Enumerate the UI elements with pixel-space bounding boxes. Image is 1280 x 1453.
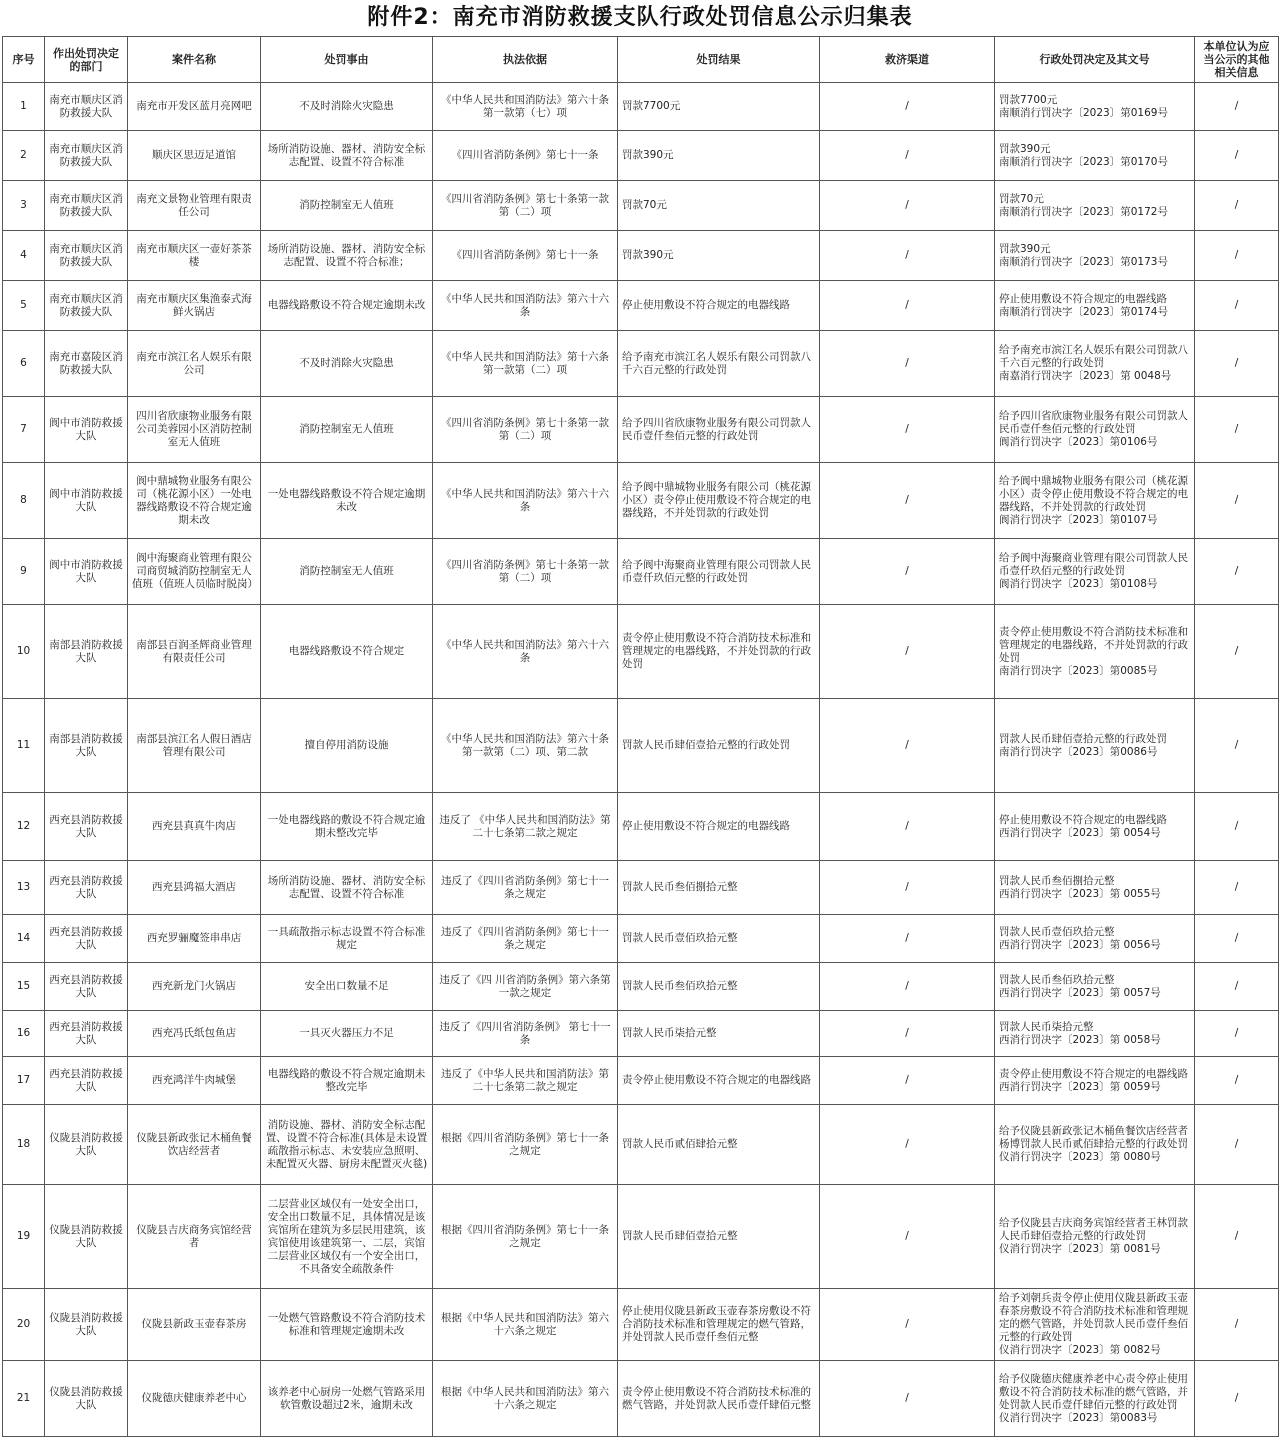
reason-cell: 消防控制室无人值班 xyxy=(261,397,433,463)
header-decision: 行政处罚决定及其文号 xyxy=(995,37,1195,83)
other-info-cell: / xyxy=(1195,1361,1279,1437)
reason-cell: 消防控制室无人值班 xyxy=(261,181,433,231)
case-name-cell: 西充鸿洋牛肉城堡 xyxy=(128,1057,261,1105)
decision-cell xyxy=(995,915,1195,963)
case-name-cell: 南充市开发区蓝月亮网吧 xyxy=(128,83,261,131)
other-info-cell: / xyxy=(1195,397,1279,463)
header-reason: 处罚事由 xyxy=(261,37,433,83)
remedy-cell: / xyxy=(820,963,995,1011)
department-cell: 西充县消防救援大队 xyxy=(45,963,128,1011)
basis-cell: 根据《中华人民共和国消防法》第六十六条之规定 xyxy=(433,1289,618,1361)
other-info-cell: / xyxy=(1195,1057,1279,1105)
decision-cell xyxy=(995,963,1195,1011)
case-name-cell: 阆中海聚商业管理有限公司商贸城消防控制室无人值班（值班人员临时脱岗） xyxy=(128,539,261,605)
case-name-cell: 南充文景物业管理有限责任公司 xyxy=(128,181,261,231)
other-info-cell: / xyxy=(1195,915,1279,963)
case-name-cell: 西充县鸿福大酒店 xyxy=(128,861,261,915)
decision-number: 南嘉消行罚决字〔2023〕第 0048号 xyxy=(999,370,1172,382)
department-cell: 南充市嘉陵区消防救援大队 xyxy=(45,331,128,397)
basis-cell: 根据《中华人民共和国消防法》第六十六条之规定 xyxy=(433,1361,618,1437)
basis-cell: 违反了《四川省消防条例》第七十一条之规定 xyxy=(433,861,618,915)
case-name-cell: 南充市滨江名人娱乐有限公司 xyxy=(128,331,261,397)
remedy-cell: / xyxy=(820,1057,995,1105)
basis-cell: 《中华人民共和国消防法》第六十六条 xyxy=(433,463,618,539)
department-cell: 南充市顺庆区消防救援大队 xyxy=(45,131,128,181)
row-number: 14 xyxy=(3,915,45,963)
department-cell: 仪陇县消防救援大队 xyxy=(45,1289,128,1361)
result-cell: 责令停止使用敷设不符合规定的电器线路 xyxy=(618,1057,820,1105)
basis-cell: 违反了《四川省消防条例》 第七十一条 xyxy=(433,1011,618,1057)
remedy-cell: / xyxy=(820,463,995,539)
remedy-cell: / xyxy=(820,699,995,793)
decision-text: 给予仪陇县新政张记木桶鱼餐饮店经营者杨博罚款人民币贰佰肆拾元整的行政处罚 xyxy=(999,1125,1188,1150)
case-name-cell: 西充县真真牛肉店 xyxy=(128,793,261,861)
result-cell: 停止使用敷设不符合规定的电器线路 xyxy=(618,281,820,331)
other-info-cell: / xyxy=(1195,605,1279,699)
reason-cell: 场所消防设施、器材、消防安全标志配置、设置不符合标准； xyxy=(261,231,433,281)
basis-cell: 《中华人民共和国消防法》第六十条第一款第（二）项、第二款 xyxy=(433,699,618,793)
decision-text: 给予阆中海聚商业管理有限公司罚款人民币壹仟玖佰元整的行政处罚 xyxy=(999,552,1188,577)
other-info-cell: / xyxy=(1195,539,1279,605)
decision-text: 罚款70元 xyxy=(999,192,1044,205)
reason-cell: 电器线路的敷设不符合规定逾期未整改完毕 xyxy=(261,1057,433,1105)
decision-cell xyxy=(995,1361,1195,1437)
table-row xyxy=(3,539,1279,605)
page-title: 附件2：南充市消防救援支队行政处罚信息公示归集表 xyxy=(367,5,913,30)
basis-cell: 《中华人民共和国消防法》第六十六条 xyxy=(433,281,618,331)
decision-text: 罚款390元 xyxy=(999,142,1051,155)
decision-cell xyxy=(995,1105,1195,1185)
decision-text: 罚款人民币柒拾元整 xyxy=(999,1020,1094,1033)
result-cell: 罚款70元 xyxy=(618,181,820,231)
basis-cell: 《四川省消防条例》第七十条第一款第（二）项 xyxy=(433,539,618,605)
decision-number: 西消行罚决字〔2023〕第 0059号 xyxy=(999,1080,1161,1093)
decision-cell xyxy=(995,861,1195,915)
reason-cell: 一具灭火器压力不足 xyxy=(261,1011,433,1057)
row-number: 7 xyxy=(3,397,45,463)
department-cell: 阆中市消防救援大队 xyxy=(45,397,128,463)
other-info-cell: / xyxy=(1195,463,1279,539)
row-number: 21 xyxy=(3,1361,45,1437)
row-number: 2 xyxy=(3,131,45,181)
decision-text: 罚款7700元 xyxy=(999,93,1058,106)
decision-text: 给予仪陇县吉庆商务宾馆经营者王林罚款人民币肆佰壹拾元整的行政处罚 xyxy=(999,1217,1188,1242)
department-cell: 仪陇县消防救援大队 xyxy=(45,1105,128,1185)
result-cell: 罚款7700元 xyxy=(618,83,820,131)
header-no: 序号 xyxy=(3,37,45,83)
decision-cell xyxy=(995,1289,1195,1361)
result-cell: 罚款人民币柒拾元整 xyxy=(618,1011,820,1057)
decision-cell xyxy=(995,1185,1195,1289)
basis-cell: 《中华人民共和国消防法》第十六条第一款第（二）项 xyxy=(433,331,618,397)
decision-text: 给予仪陇德庆健康养老中心责令停止使用敷设不符合消防技术标准的燃气管路，并处罚款人民币壹仟肆佰元整的行政处罚 xyxy=(999,1372,1188,1411)
basis-cell: 《中华人民共和国消防法》第六十条第一款第（七）项 xyxy=(433,83,618,131)
row-number: 3 xyxy=(3,181,45,231)
reason-cell: 一处燃气管路敷设不符合消防技术标准和管理规定逾期未改 xyxy=(261,1289,433,1361)
remedy-cell: / xyxy=(820,83,995,131)
other-info-cell: / xyxy=(1195,281,1279,331)
basis-cell: 《四川省消防条例》第七十条第一款第（二）项 xyxy=(433,397,618,463)
department-cell: 仪陇县消防救援大队 xyxy=(45,1361,128,1437)
remedy-cell: / xyxy=(820,1185,995,1289)
decision-number: 南顺消行罚决字〔2023〕第0173号 xyxy=(999,255,1168,268)
result-cell: 罚款人民币叁佰捌拾元整 xyxy=(618,861,820,915)
result-cell: 罚款人民币肆佰壹拾元整的行政处罚 xyxy=(618,699,820,793)
row-number: 10 xyxy=(3,605,45,699)
decision-text: 罚款人民币壹佰玖拾元整 xyxy=(999,925,1115,938)
department-cell: 西充县消防救援大队 xyxy=(45,793,128,861)
row-number: 9 xyxy=(3,539,45,605)
remedy-cell: / xyxy=(820,1289,995,1361)
decision-cell xyxy=(995,699,1195,793)
result-cell: 责令停止使用敷设不符合消防技术标准的燃气管路，并处罚款人民币壹仟肆佰元整 xyxy=(618,1361,820,1437)
other-info-cell: / xyxy=(1195,131,1279,181)
reason-cell: 不及时消除火灾隐患 xyxy=(261,83,433,131)
table-row xyxy=(3,83,1279,131)
decision-text: 给予南充市滨江名人娱乐有限公司罚款八千六百元整的行政处罚 xyxy=(999,344,1188,369)
case-name-cell: 南部县滨江名人假日酒店管理有限公司 xyxy=(128,699,261,793)
decision-cell xyxy=(995,1011,1195,1057)
remedy-cell: / xyxy=(820,539,995,605)
row-number: 17 xyxy=(3,1057,45,1105)
remedy-cell: / xyxy=(820,605,995,699)
other-info-cell: / xyxy=(1195,1011,1279,1057)
decision-number: 南顺消行罚决字〔2023〕第0172号 xyxy=(999,205,1168,218)
department-cell: 西充县消防救援大队 xyxy=(45,915,128,963)
decision-number: 南消行罚决字〔2023〕第0086号 xyxy=(999,745,1158,758)
decision-cell xyxy=(995,281,1195,331)
basis-cell: 违反了《四川省消防条例》第七十一条之规定 xyxy=(433,915,618,963)
penalty-table xyxy=(2,36,1279,1437)
department-cell: 南充市顺庆区消防救援大队 xyxy=(45,231,128,281)
decision-number: 仪消行罚决字〔2023〕第 0080号 xyxy=(999,1151,1161,1163)
case-name-cell: 阆中鼎城物业服务有限公司（桃花源小区）一处电器线路敷设不符合规定逾期未改 xyxy=(128,463,261,539)
decision-cell xyxy=(995,539,1195,605)
decision-text: 罚款390元 xyxy=(999,242,1051,255)
reason-cell: 消防设施、器材、消防安全标志配置、设置不符合标准(具体是未设置疏散指示标志、未安装应急照明、未配置灭火器、厨房未配置灭火毯) xyxy=(261,1105,433,1185)
case-name-cell: 南部县百润圣辉商业管理有限责任公司 xyxy=(128,605,261,699)
remedy-cell: / xyxy=(820,231,995,281)
remedy-cell: / xyxy=(820,181,995,231)
row-number: 6 xyxy=(3,331,45,397)
table-row xyxy=(3,1185,1279,1289)
decision-text: 停止使用敷设不符合规定的电器线路 xyxy=(999,813,1167,826)
department-cell: 南部县消防救援大队 xyxy=(45,605,128,699)
header-case: 案件名称 xyxy=(128,37,261,83)
basis-cell: 根据《四川省消防条例》第七十一条之规定 xyxy=(433,1185,618,1289)
remedy-cell: / xyxy=(820,1105,995,1185)
table-row xyxy=(3,793,1279,861)
basis-cell: 《四川省消防条例》第七十一条 xyxy=(433,131,618,181)
reason-cell: 一处电器线路的敷设不符合规定逾期未整改完毕 xyxy=(261,793,433,861)
basis-cell: 违反了《中华人民共和国消防法》第二十七条第二款之规定 xyxy=(433,1057,618,1105)
decision-number: 仪消行罚决字〔2023〕第 0082号 xyxy=(999,1344,1161,1356)
case-name-cell: 仪陇县新政张记木桶鱼餐饮店经营者 xyxy=(128,1105,261,1185)
table-row xyxy=(3,463,1279,539)
decision-cell xyxy=(995,331,1195,397)
table-row xyxy=(3,181,1279,231)
remedy-cell: / xyxy=(820,131,995,181)
reason-cell: 消防控制室无人值班 xyxy=(261,539,433,605)
decision-number: 西消行罚决字〔2023〕第 0055号 xyxy=(999,887,1161,900)
row-number: 8 xyxy=(3,463,45,539)
remedy-cell: / xyxy=(820,793,995,861)
decision-number: 南顺消行罚决字〔2023〕第0169号 xyxy=(999,106,1168,119)
other-info-cell: / xyxy=(1195,963,1279,1011)
remedy-cell: / xyxy=(820,861,995,915)
other-info-cell: / xyxy=(1195,1289,1279,1361)
reason-cell: 电器线路敷设不符合规定逾期未改 xyxy=(261,281,433,331)
result-cell: 给予阆中海聚商业管理有限公司罚款人民币壹仟玖佰元整的行政处罚 xyxy=(618,539,820,605)
row-number: 5 xyxy=(3,281,45,331)
decision-number: 仪消行罚决字〔2023〕第 0081号 xyxy=(999,1243,1161,1255)
result-cell: 停止使用仪陇县新政玉壶春茶房敷设不符合消防技术标准和管理规定的燃气管路，并处罚款人民币壹仟叁佰元整 xyxy=(618,1289,820,1361)
decision-cell xyxy=(995,397,1195,463)
other-info-cell: / xyxy=(1195,793,1279,861)
decision-cell xyxy=(995,463,1195,539)
decision-cell xyxy=(995,793,1195,861)
decision-number: 西消行罚决字〔2023〕第 0056号 xyxy=(999,938,1161,951)
table-row xyxy=(3,131,1279,181)
other-info-cell: / xyxy=(1195,699,1279,793)
remedy-cell: / xyxy=(820,281,995,331)
reason-cell: 场所消防设施、器材、消防安全标志配置、设置不符合标准 xyxy=(261,131,433,181)
decision-cell xyxy=(995,83,1195,131)
case-name-cell: 仪陇县新政玉壶春茶房 xyxy=(128,1289,261,1361)
basis-cell: 根据《四川省消防条例》第七十一条之规定 xyxy=(433,1105,618,1185)
result-cell: 给予阆中鼎城物业服务有限公司（桃花源小区）责令停止使用敷设不符合规定的电器线路，不并处罚款的行政处罚 xyxy=(618,463,820,539)
reason-cell: 不及时消除火灾隐患 xyxy=(261,331,433,397)
header-basis: 执法依据 xyxy=(433,37,618,83)
row-number: 1 xyxy=(3,83,45,131)
department-cell: 南部县消防救援大队 xyxy=(45,699,128,793)
header-remedy: 救济渠道 xyxy=(820,37,995,83)
remedy-cell: / xyxy=(820,397,995,463)
decision-text: 罚款人民币肆佰壹拾元整的行政处罚 xyxy=(999,732,1167,745)
row-number: 15 xyxy=(3,963,45,1011)
remedy-cell: / xyxy=(820,915,995,963)
case-name-cell: 西充冯氏纸包鱼店 xyxy=(128,1011,261,1057)
table-row xyxy=(3,231,1279,281)
decision-number: 阆消行罚决字〔2023〕第0107号 xyxy=(999,513,1158,526)
other-info-cell: / xyxy=(1195,231,1279,281)
table-row xyxy=(3,281,1279,331)
result-cell: 给予南充市滨江名人娱乐有限公司罚款八千六百元整的行政处罚 xyxy=(618,331,820,397)
department-cell: 南充市顺庆区消防救援大队 xyxy=(45,281,128,331)
decision-number: 西消行罚决字〔2023〕第 0054号 xyxy=(999,826,1161,839)
header-dept: 作出处罚决定的部门 xyxy=(45,37,128,83)
basis-cell: 《四川省消防条例》第七十条第一款第（二）项 xyxy=(433,181,618,231)
other-info-cell: / xyxy=(1195,861,1279,915)
decision-number: 南顺消行罚决字〔2023〕第0174号 xyxy=(999,305,1168,318)
decision-text: 给予阆中鼎城物业服务有限公司（桃花源小区）责令停止使用敷设不符合规定的电器线路，不并处罚款的行政处罚 xyxy=(999,474,1188,513)
decision-cell xyxy=(995,181,1195,231)
row-number: 16 xyxy=(3,1011,45,1057)
table-row xyxy=(3,915,1279,963)
basis-cell: 违反了 《中华人民共和国消防法》第二十七条第二款之规定 xyxy=(433,793,618,861)
decision-text: 责令停止使用敷设不符合规定的电器线路 xyxy=(999,1067,1188,1080)
reason-cell: 该养老中心厨房一处燃气管路采用软管敷设超过2米，逾期未改 xyxy=(261,1361,433,1437)
row-number: 12 xyxy=(3,793,45,861)
other-info-cell: / xyxy=(1195,83,1279,131)
row-number: 4 xyxy=(3,231,45,281)
decision-text: 罚款人民币叁佰捌拾元整 xyxy=(999,874,1115,887)
decision-cell xyxy=(995,231,1195,281)
basis-cell: 《四川省消防条例》第七十一条 xyxy=(433,231,618,281)
table-row xyxy=(3,963,1279,1011)
table-row xyxy=(3,331,1279,397)
table-row xyxy=(3,861,1279,915)
basis-cell: 《中华人民共和国消防法》第六十六条 xyxy=(433,605,618,699)
result-cell: 罚款390元 xyxy=(618,131,820,181)
case-name-cell: 四川省欣康物业服务有限公司美蓉园小区消防控制室无人值班 xyxy=(128,397,261,463)
case-name-cell: 仪陇县吉庆商务宾馆经营者 xyxy=(128,1185,261,1289)
remedy-cell: / xyxy=(820,1361,995,1437)
result-cell: 给予四川省欣康物业服务有限公司罚款人民币壹仟叁佰元整的行政处罚 xyxy=(618,397,820,463)
decision-number: 南消行罚决字〔2023〕第0085号 xyxy=(999,664,1158,677)
reason-cell: 一处电器线路敷设不符合规定逾期未改 xyxy=(261,463,433,539)
decision-number: 阆消行罚决字〔2023〕第0108号 xyxy=(999,578,1158,590)
decision-number: 阆消行罚决字〔2023〕第0106号 xyxy=(999,436,1158,448)
department-cell: 仪陇县消防救援大队 xyxy=(45,1185,128,1289)
basis-cell: 违反了《四 川省消防条例》第六条第一款之规定 xyxy=(433,963,618,1011)
case-name-cell: 仪陇德庆健康养老中心 xyxy=(128,1361,261,1437)
case-name-cell: 西充新龙门火锅店 xyxy=(128,963,261,1011)
table-row xyxy=(3,1057,1279,1105)
decision-cell xyxy=(995,1057,1195,1105)
department-cell: 西充县消防救援大队 xyxy=(45,861,128,915)
other-info-cell: / xyxy=(1195,1105,1279,1185)
case-name-cell: 顺庆区思迈足道馆 xyxy=(128,131,261,181)
table-row xyxy=(3,397,1279,463)
table-row xyxy=(3,1289,1279,1361)
result-cell: 罚款390元 xyxy=(618,231,820,281)
reason-cell: 安全出口数量不足 xyxy=(261,963,433,1011)
case-name-cell: 西充罗骊魔签串串店 xyxy=(128,915,261,963)
row-number: 11 xyxy=(3,699,45,793)
table-row xyxy=(3,1011,1279,1057)
decision-text: 罚款人民币叁佰玖拾元整 xyxy=(999,973,1115,986)
result-cell: 责令停止使用敷设不符合消防技术标准和管理规定的电器线路，不并处罚款的行政处罚 xyxy=(618,605,820,699)
row-number: 20 xyxy=(3,1289,45,1361)
remedy-cell: / xyxy=(820,1011,995,1057)
result-cell: 停止使用敷设不符合规定的电器线路 xyxy=(618,793,820,861)
table-row xyxy=(3,699,1279,793)
result-cell: 罚款人民币壹佰玖拾元整 xyxy=(618,915,820,963)
other-info-cell: / xyxy=(1195,331,1279,397)
header-result: 处罚结果 xyxy=(618,37,820,83)
result-cell: 罚款人民币贰佰肆拾元整 xyxy=(618,1105,820,1185)
department-cell: 阆中市消防救援大队 xyxy=(45,463,128,539)
decision-number: 南顺消行罚决字〔2023〕第0170号 xyxy=(999,155,1168,168)
decision-number: 仪消行罚决字〔2023〕第0083号 xyxy=(999,1411,1158,1424)
department-cell: 西充县消防救援大队 xyxy=(45,1057,128,1105)
row-number: 18 xyxy=(3,1105,45,1185)
result-cell: 罚款人民币叁佰玖拾元整 xyxy=(618,963,820,1011)
decision-cell xyxy=(995,131,1195,181)
department-cell: 阆中市消防救援大队 xyxy=(45,539,128,605)
decision-cell xyxy=(995,605,1195,699)
table-row xyxy=(3,1361,1279,1437)
reason-cell: 场所消防设施、器材、消防安全标志配置、设置不符合标准 xyxy=(261,861,433,915)
table-header-row xyxy=(3,37,1279,83)
department-cell: 南充市顺庆区消防救援大队 xyxy=(45,83,128,131)
table-row xyxy=(3,605,1279,699)
decision-text: 责令停止使用敷设不符合消防技术标准和管理规定的电器线路，不并处罚款的行政处罚 xyxy=(999,625,1188,664)
decision-text: 停止使用敷设不符合规定的电器线路 xyxy=(999,292,1167,305)
table-row xyxy=(3,1105,1279,1185)
decision-text: 给予刘朝兵责令停止使用仪陇县新政玉壶春茶房敷设不符合消防技术标准和管理规定的燃气管路，并处罚款人民币壹仟叁佰元整的行政处罚 xyxy=(999,1292,1188,1343)
header-other: 本单位认为应当公示的其他相关信息 xyxy=(1195,37,1279,83)
reason-cell: 擅自停用消防设施 xyxy=(261,699,433,793)
department-cell: 南充市顺庆区消防救援大队 xyxy=(45,181,128,231)
remedy-cell: / xyxy=(820,331,995,397)
row-number: 19 xyxy=(3,1185,45,1289)
other-info-cell: / xyxy=(1195,1185,1279,1289)
decision-number: 西消行罚决字〔2023〕第 0058号 xyxy=(999,1033,1161,1046)
reason-cell: 一具疏散指示标志设置不符合标准规定 xyxy=(261,915,433,963)
other-info-cell: / xyxy=(1195,181,1279,231)
reason-cell: 二层营业区域仅有一处安全出口，安全出口数量不足，具体情况是该宾馆所在建筑为多层民用建筑，该宾馆使用该建筑第一、二层，宾馆二层营业区域仅有一个安全出口，不具备安全疏散条件 xyxy=(261,1185,433,1289)
decision-text: 给予四川省欣康物业服务有限公司罚款人民币壹仟叁佰元整的行政处罚 xyxy=(999,410,1188,435)
result-cell: 罚款人民币肆佰壹拾元整 xyxy=(618,1185,820,1289)
decision-number: 西消行罚决字〔2023〕第 0057号 xyxy=(999,986,1161,999)
case-name-cell: 南充市顺庆区集渔泰式海鲜火锅店 xyxy=(128,281,261,331)
case-name-cell: 南充市顺庆区一壶好茶茶楼 xyxy=(128,231,261,281)
department-cell: 西充县消防救援大队 xyxy=(45,1011,128,1057)
reason-cell: 电器线路敷设不符合规定 xyxy=(261,605,433,699)
row-number: 13 xyxy=(3,861,45,915)
